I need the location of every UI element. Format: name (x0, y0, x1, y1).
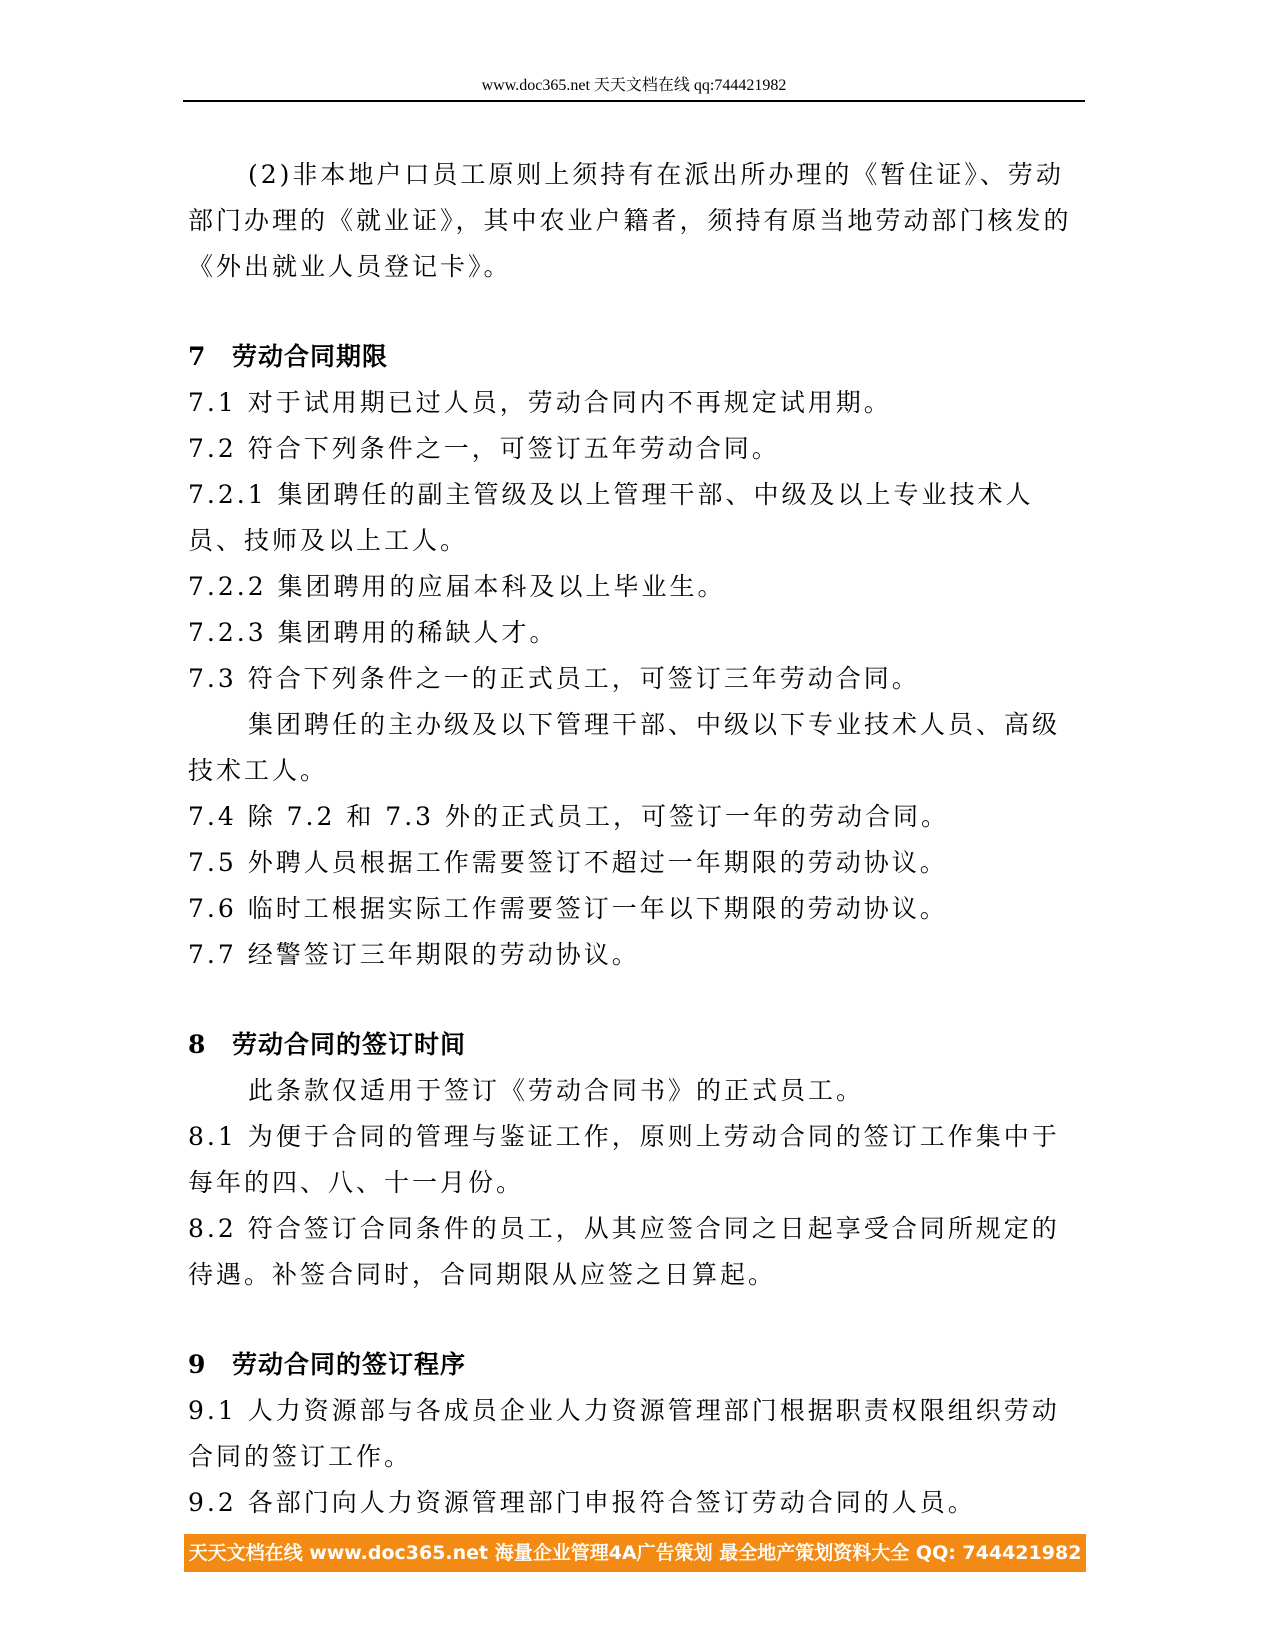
clause-8-2: 8.2 符合签订合同条件的员工，从其应签合同之日起享受合同所规定的待遇。补签合同时，合同期限从应签之日算起。 (188, 1214, 1060, 1289)
section-7-heading (188, 334, 1080, 380)
section-7-title: 劳动合同期限 (232, 342, 389, 371)
clause-7-1: 7.1 对于试用期已过人员，劳动合同内不再规定试用期。 (188, 388, 892, 417)
section-7-number: 7 (188, 342, 207, 371)
section-9-number: 9 (188, 1350, 207, 1379)
clause-7-6: 7.6 临时工根据实际工作需要签订一年以下期限的劳动协议。 (188, 894, 948, 923)
clause-9-2: 9.2 各部门向人力资源管理部门申报符合签订劳动合同的人员。 (188, 1488, 976, 1517)
clause-7-2: 7.2 符合下列条件之一，可签订五年劳动合同。 (188, 434, 780, 463)
clause-7-2-2: 7.2.2 集团聘用的应届本科及以上毕业生。 (188, 572, 726, 601)
clause-8-1: 8.1 为便于合同的管理与鉴证工作，原则上劳动合同的签订工作集中于每年的四、八、十一月份。 (188, 1122, 1060, 1197)
section-8-note: 此条款仅适用于签订《劳动合同书》的正式员工。 (248, 1076, 865, 1105)
clause-7-2-1: 7.2.1 集团聘任的副主管级及以上管理干部、中级及以上专业技术人员、技师及以上工人。 (188, 480, 1034, 555)
header-rule (183, 100, 1085, 102)
clause-9-1: 9.1 人力资源部与各成员企业人力资源管理部门根据职责权限组织劳动合同的签订工作。 (188, 1396, 1060, 1471)
section-9-title: 劳动合同的签订程序 (232, 1350, 467, 1379)
clause-7-4: 7.4 除 7.2 和 7.3 外的正式员工，可签订一年的劳动合同。 (188, 802, 950, 831)
clause-7-7: 7.7 经警签订三年期限的劳动协议。 (188, 940, 640, 969)
clause-7-3-detail: 集团聘任的主办级及以下管理干部、中级以下专业技术人员、高级技术工人。 (188, 710, 1061, 785)
clause-7-3: 7.3 符合下列条件之一的正式员工，可签订三年劳动合同。 (188, 664, 920, 693)
section-8-number: 8 (188, 1030, 207, 1059)
document-body (188, 152, 1080, 1526)
page-header: www.doc365.net 天天文档在线 qq:744421982 (481, 77, 787, 94)
footer-banner: 天天文档在线 www.doc365.net 海量企业管理4A广告策划 最全地产策划资料大全 QQ: 744421982 (184, 1534, 1086, 1572)
intro-paragraph: (2)非本地户口员工原则上须持有在派出所办理的《暂住证》、劳动部门办理的《就业证》，其中农业户籍者，须持有原当地劳动部门核发的《外出就业人员登记卡》。 (188, 160, 1072, 281)
section-8-title: 劳动合同的签订时间 (232, 1030, 467, 1059)
section-8-heading (188, 1022, 1080, 1068)
clause-7-2-3: 7.2.3 集团聘用的稀缺人才。 (188, 618, 558, 647)
section-9-heading (188, 1342, 1080, 1388)
clause-7-5: 7.5 外聘人员根据工作需要签订不超过一年期限的劳动协议。 (188, 848, 948, 877)
